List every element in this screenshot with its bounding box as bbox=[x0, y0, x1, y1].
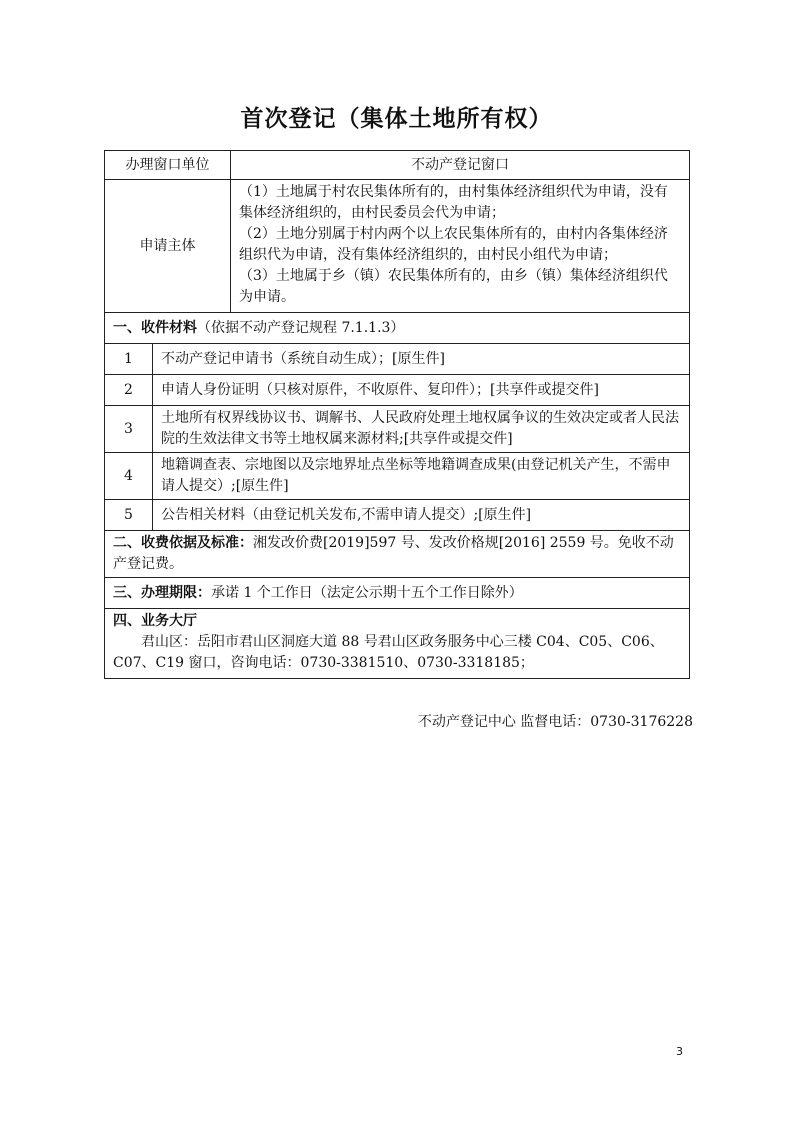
material-no: 4 bbox=[105, 453, 153, 500]
applicant-item-1: （1）土地属于村农民集体所有的，由村集体经济组织代为申请，没有集体经济组织的，由村民委员会代为申请； bbox=[239, 184, 668, 221]
hall-cell bbox=[105, 609, 690, 679]
fee-row bbox=[105, 531, 690, 578]
office-value: 不动产登记窗口 bbox=[231, 151, 690, 180]
material-no: 5 bbox=[105, 500, 153, 531]
material-text: 地籍调查表、宗地图以及宗地界址点坐标等地籍调查成果(由登记机关产生，不需申请人提交）;[原生件] bbox=[153, 453, 690, 500]
material-row bbox=[105, 375, 690, 406]
material-row bbox=[105, 406, 690, 453]
office-label: 办理窗口单位 bbox=[105, 151, 231, 180]
applicant-label: 申请主体 bbox=[105, 180, 231, 313]
fee-heading: 二、收费依据及标准： bbox=[113, 535, 253, 551]
material-no: 2 bbox=[105, 375, 153, 406]
material-row bbox=[105, 500, 690, 531]
material-row bbox=[105, 453, 690, 500]
materials-basis: （依据不动产登记规程 7.1.1.3） bbox=[197, 319, 405, 336]
material-text: 土地所有权界线协议书、调解书、人民政府处理土地权属争议的生效决定或者人民法院的生效法律文书等土地权属来源材料;[共享件或提交件] bbox=[153, 406, 690, 453]
material-text: 申请人身份证明（只核对原件，不收原件、复印件）；[共享件或提交件] bbox=[153, 375, 690, 406]
material-no: 1 bbox=[105, 344, 153, 375]
period-text: 承诺 1 个工作日（法定公示期十五个工作日除外） bbox=[211, 584, 523, 601]
footer-contact: 不动产登记中心 监督电话：0730-3176228 bbox=[417, 714, 693, 730]
applicant-items bbox=[231, 180, 690, 313]
guide-table bbox=[104, 150, 690, 679]
page-title: 首次登记（集体土地所有权） bbox=[240, 106, 553, 132]
materials-heading bbox=[105, 313, 690, 344]
material-row bbox=[105, 344, 690, 375]
period-row bbox=[105, 578, 690, 609]
materials-heading-text: 一、收件材料 bbox=[113, 319, 197, 336]
office-row bbox=[105, 151, 690, 180]
materials-heading-row bbox=[105, 313, 690, 344]
hall-text: 君山区：岳阳市君山区洞庭大道 88 号君山区政务服务中心三楼 C04、C05、C06、C07、C19 窗口，咨询电话：0730-3381510、0730-3318185； bbox=[113, 634, 664, 671]
fee-text: 湘发改价费[2019]597 号、发改价格规[2016] 2559 号。免收不动产登记费。 bbox=[113, 535, 674, 572]
material-text: 不动产登记申请书（系统自动生成）；[原生件] bbox=[153, 344, 690, 375]
period-heading: 三、办理期限： bbox=[113, 584, 211, 601]
period-cell bbox=[105, 578, 690, 609]
hall-heading: 四、业务大厅 bbox=[113, 613, 197, 629]
material-no: 3 bbox=[105, 406, 153, 453]
hall-row bbox=[105, 609, 690, 679]
applicant-row bbox=[105, 180, 690, 313]
applicant-item-2: （2）土地分别属于村内两个以上农民集体所有的，由村内各集体经济组织代为申请，没有集体经济组织的，由村民小组代为申请； bbox=[239, 226, 668, 263]
material-text: 公告相关材料（由登记机关发布,不需申请人提交）;[原生件] bbox=[153, 500, 690, 531]
fee-cell bbox=[105, 531, 690, 578]
page-number: 3 bbox=[676, 1045, 683, 1058]
applicant-item-3: （3）土地属于乡（镇）农民集体所有的，由乡（镇）集体经济组织代为申请。 bbox=[239, 268, 668, 305]
